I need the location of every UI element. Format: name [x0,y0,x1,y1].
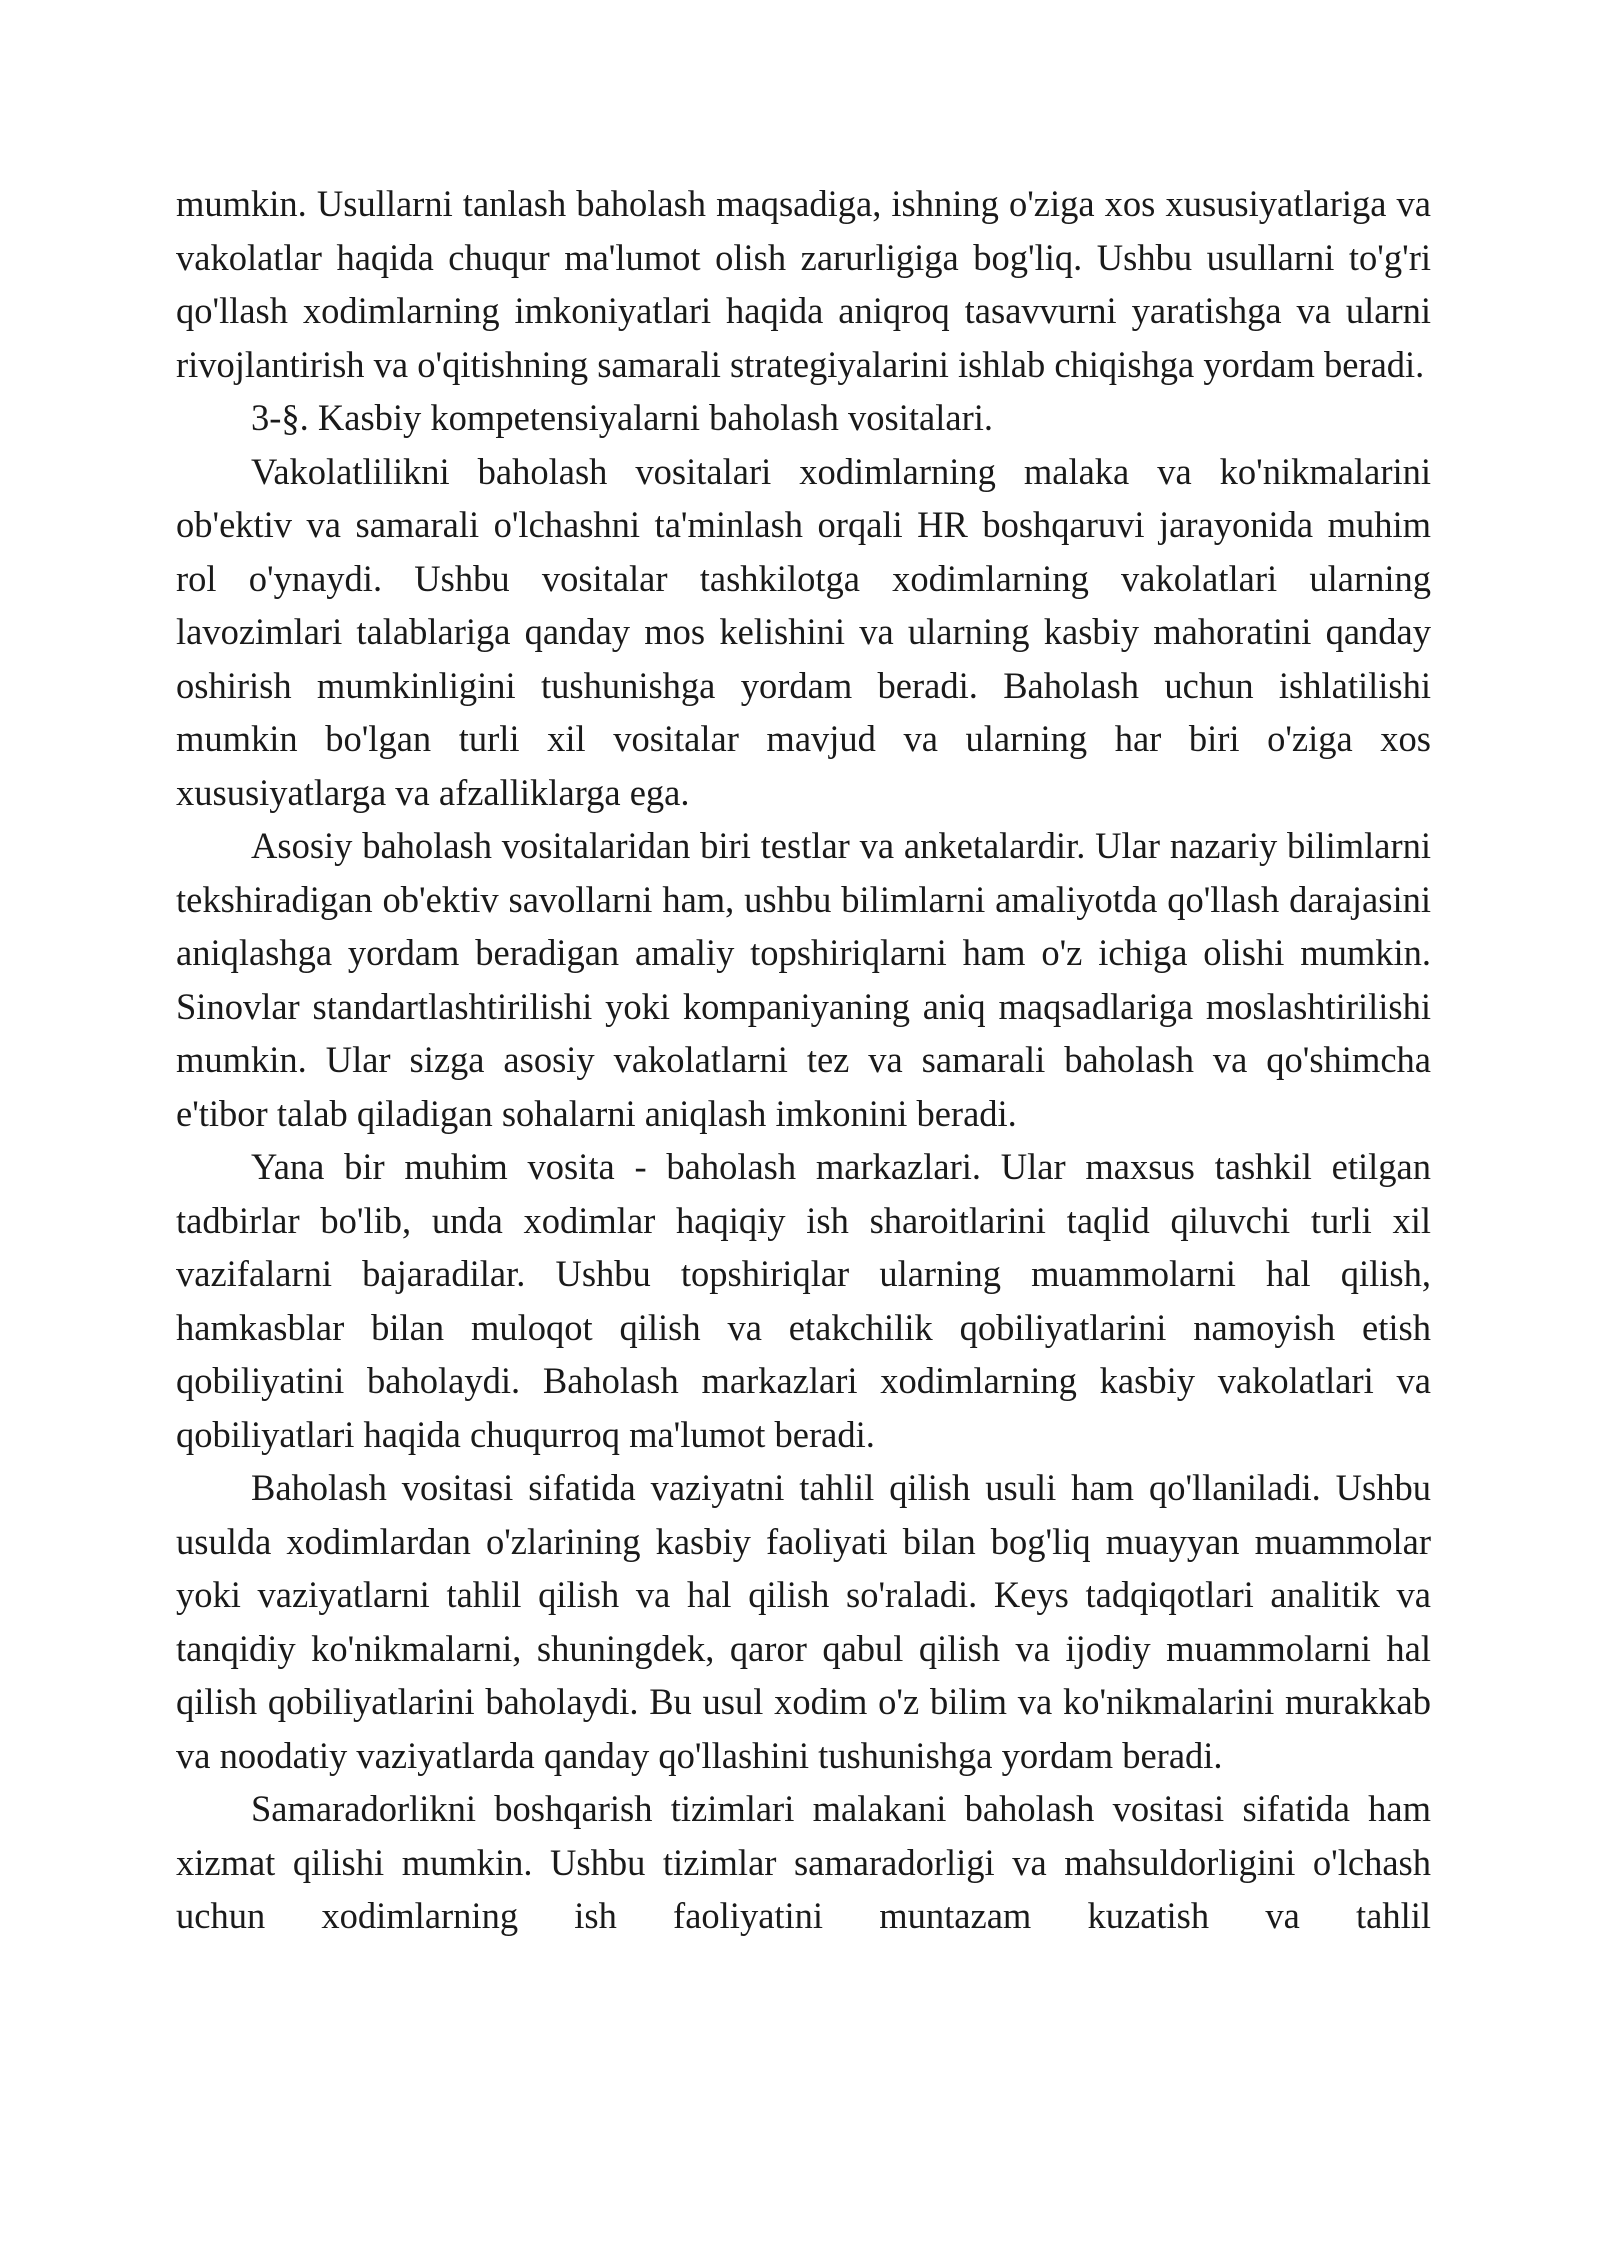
paragraph-assessment-tools: Vakolatlilikni baholash vositalari xodimlarning malaka va ko'nikmalarini ob'ektiv va samarali o'lchashni ta'minlash orqali HR boshqaruvi jarayonida muhim rol o'ynaydi. Ushbu vositalar tashkilotga xodimlarning vakolatlari ularning lavozimlari talablariga qanday mos kelishini va ularning kasbiy mahoratini qanday oshirish mumkinligini tushunishga yordam beradi. Baholash uchun ishlatilishi mumkin bo'lgan turli xil vositalar mavjud va ularning har biri o'ziga xos xususiyatlarga va afzalliklarga ega. [176,450,1431,813]
paragraph-performance-management: Samaradorlikni boshqarish tizimlari malakani baholash vositasi sifatida ham xizmat qilishi mumkin. Ushbu tizimlar samaradorligi va mahsuldorligini o'lchash uchun xodimlarning ish faoliyatini muntazam kuzatish va tahlil [176,1788,1431,1936]
paragraph-tests-questionnaires: Asosiy baholash vositalaridan biri testlar va anketalardir. Ular nazariy bilimlarni tekshiradigan ob'ektiv savollarni ham, ushbu bilimlarni amaliyotda qo'llash darajasini aniqlashga yordam beradigan amaliy topshiriqlarni ham o'z ichiga olishi mumkin. Sinovlar standartlashtirilishi yoki kompaniyaning aniq maqsadlariga moslashtirilishi mumkin. Ular sizga asosiy vakolatlarni tez va samarali baholash va qo'shimcha e'tibor talab qiladigan sohalarni aniqlash imkonini beradi. [176,825,1431,1134]
document-page [176,177,1431,1943]
paragraph-case-analysis: Baholash vositasi sifatida vaziyatni tahlil qilish usuli ham qo'llaniladi. Ushbu usulda xodimlardan o'zlarining kasbiy faoliyati bilan bog'liq muayyan muammolar yoki vaziyatlarni tahlil qilish va hal qilish so'raladi. Keys tadqiqotlari analitik va tanqidiy ko'nikmalarni, shuningdek, qaror qabul qilish va ijodiy muammolarni hal qilish qobiliyatlarini baholaydi. Bu usul xodim o'z bilim va ko'nikmalarini murakkab va noodatiy vaziyatlarda qanday qo'llashini tushunishga yordam beradi. [176,1467,1431,1776]
paragraph-continuation: mumkin. Usullarni tanlash baholash maqsadiga, ishning o'ziga xos xususiyatlariga va vakolatlar haqida chuqur ma'lumot olish zarurligiga bog'liq. Ushbu usullarni to'g'ri qo'llash xodimlarning imkoniyatlari haqida aniqroq tasavvurni yaratishga va ularni rivojlantirish va o'qitishning samarali strategiyalarini ishlab chiqishga yordam beradi. [176,183,1431,385]
paragraph-assessment-centers: Yana bir muhim vosita - baholash markazlari. Ular maxsus tashkil etilgan tadbirlar bo'lib, unda xodimlar haqiqiy ish sharoitlarini taqlid qiluvchi turli xil vazifalarni bajaradilar. Ushbu topshiriqlar ularning muammolarni hal qilish, hamkasblar bilan muloqot qilish va etakchilik qobiliyatlarini namoyish etish qobiliyatini baholaydi. Baholash markazlari xodimlarning kasbiy vakolatlari va qobiliyatlari haqida chuqurroq ma'lumot beradi. [176,1146,1431,1455]
section-heading: 3-§. Kasbiy kompetensiyalarni baholash vositalari. [251,397,993,438]
